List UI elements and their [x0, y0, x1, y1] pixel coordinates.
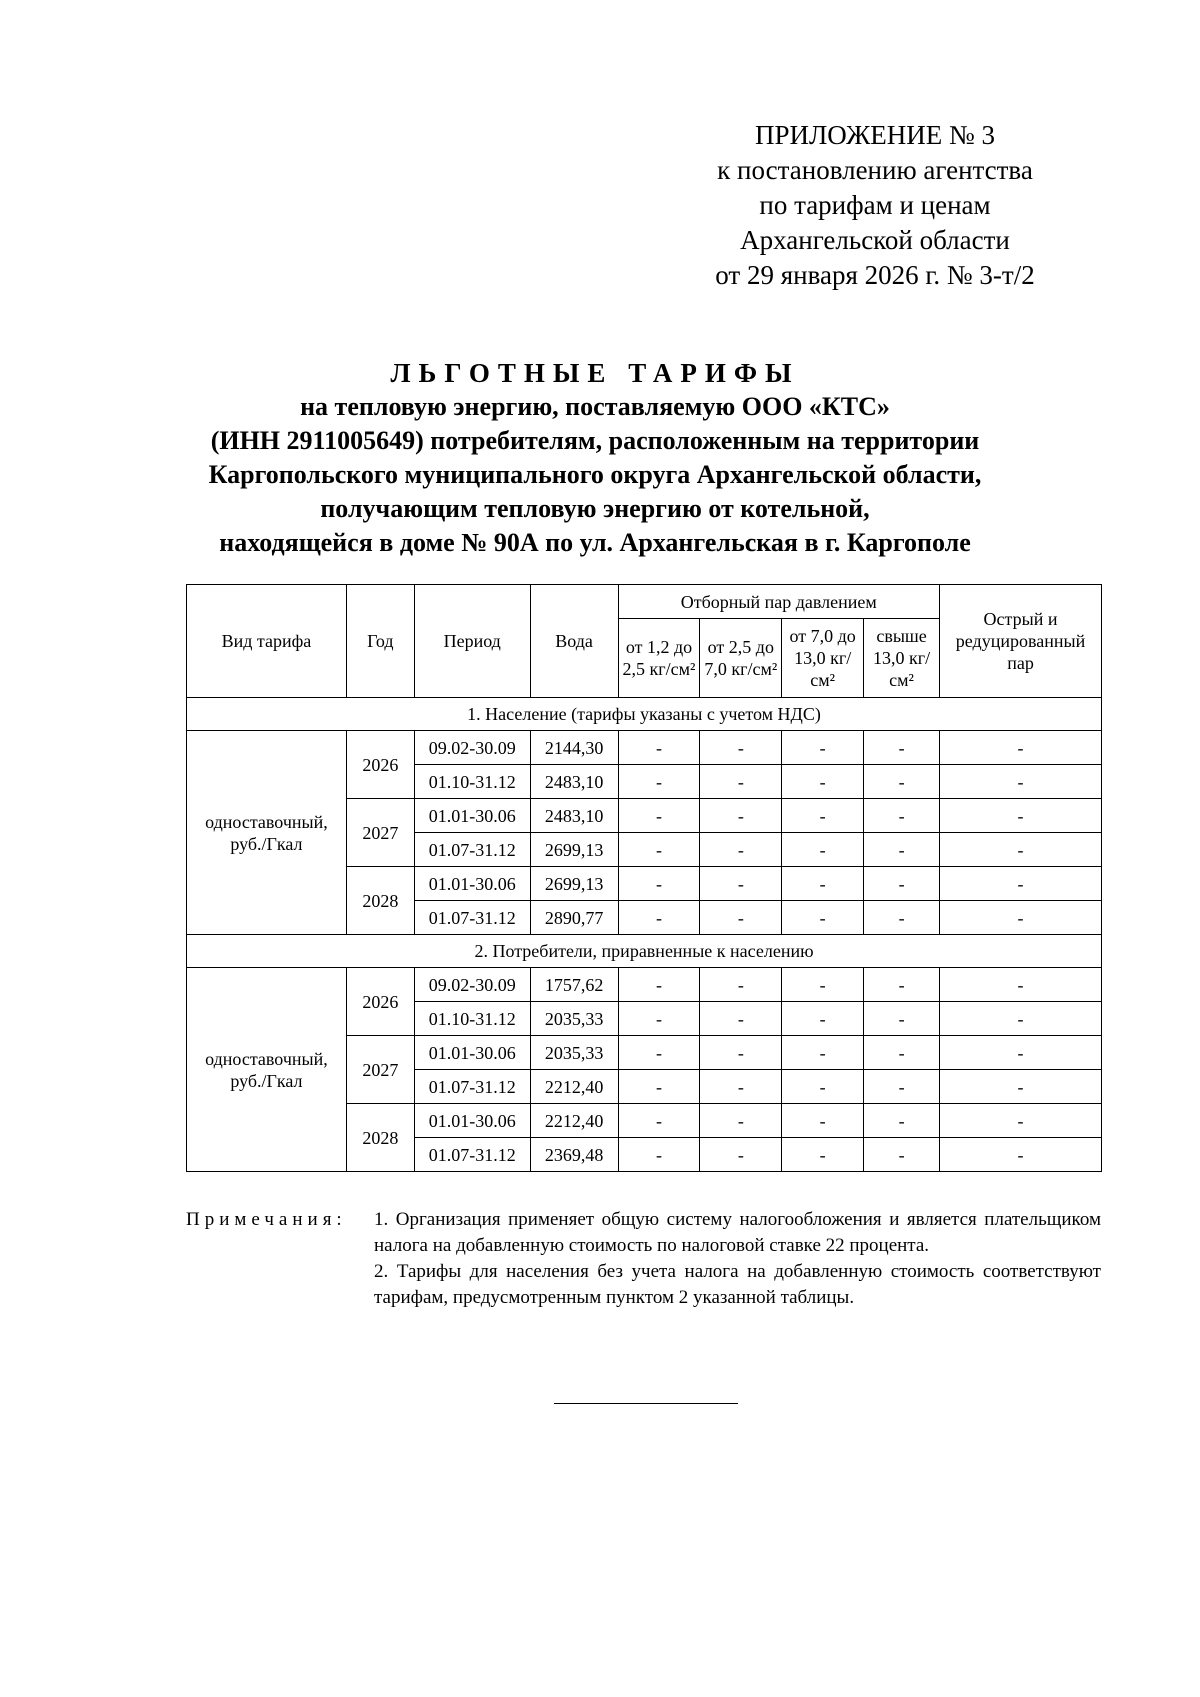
year-cell: 2027: [346, 1036, 414, 1104]
water-cell: 2699,13: [530, 833, 618, 867]
steam-4-cell: -: [864, 968, 940, 1002]
end-separator: [554, 1403, 738, 1404]
section-title: 2. Потребители, приравненные к населению: [187, 935, 1102, 968]
water-cell: 2890,77: [530, 901, 618, 935]
sharp-steam-cell: -: [940, 731, 1102, 765]
sharp-steam-cell: -: [940, 799, 1102, 833]
sharp-steam-cell: -: [940, 968, 1102, 1002]
steam-4-cell: -: [864, 1138, 940, 1172]
steam-3-cell: -: [782, 867, 864, 901]
period-cell: 01.01-30.06: [414, 1104, 530, 1138]
header-steam-1: от 1,2 до 2,5 кг/см²: [618, 619, 700, 698]
title-line: Каргопольского муниципального округа Архангельской области,: [208, 460, 982, 489]
section-row: [187, 698, 1102, 731]
sharp-steam-cell: -: [940, 901, 1102, 935]
tariff-table: [186, 584, 1102, 1172]
header-steam-3: от 7,0 до 13,0 кг/см²: [782, 619, 864, 698]
note-item: 2. Тарифы для населения без учета налога на добавленную стоимость соответствуют тарифам, предусмотренным пунктом 2 указанной таблицы.: [374, 1261, 1101, 1308]
steam-3-cell: -: [782, 1036, 864, 1070]
steam-1-cell: -: [618, 833, 700, 867]
period-cell: 01.01-30.06: [414, 1036, 530, 1070]
steam-3-cell: -: [782, 731, 864, 765]
section-row: [187, 935, 1102, 968]
water-cell: 2035,33: [530, 1036, 618, 1070]
table-row: [187, 968, 1102, 1002]
steam-2-cell: -: [700, 1002, 782, 1036]
appendix-line: Архангельской области: [740, 225, 1010, 255]
header-steam-group: Отборный пар давлением: [618, 585, 939, 619]
water-cell: 2212,40: [530, 1104, 618, 1138]
steam-1-cell: -: [618, 867, 700, 901]
steam-1-cell: -: [618, 901, 700, 935]
steam-4-cell: -: [864, 833, 940, 867]
table-row: [187, 731, 1102, 765]
water-cell: 2144,30: [530, 731, 618, 765]
steam-4-cell: -: [864, 1070, 940, 1104]
year-cell: 2026: [346, 731, 414, 799]
steam-2-cell: -: [700, 833, 782, 867]
header-steam-2: от 2,5 до 7,0 кг/см²: [700, 619, 782, 698]
section-title: 1. Население (тарифы указаны с учетом НДС): [187, 698, 1102, 731]
header-sharp-steam: Острый и редуцированный пар: [940, 585, 1102, 698]
steam-1-cell: -: [618, 799, 700, 833]
period-cell: 01.07-31.12: [414, 1138, 530, 1172]
appendix-date: от 29 января 2026 г. № 3-т/2: [715, 260, 1035, 290]
steam-2-cell: -: [700, 867, 782, 901]
steam-3-cell: -: [782, 1138, 864, 1172]
steam-1-cell: -: [618, 1138, 700, 1172]
steam-3-cell: -: [782, 968, 864, 1002]
water-cell: 2212,40: [530, 1070, 618, 1104]
document-title: [150, 356, 1040, 560]
period-cell: 01.10-31.12: [414, 1002, 530, 1036]
appendix-line: по тарифам и ценам: [759, 190, 991, 220]
header-water: Вода: [530, 585, 618, 698]
title-line: получающим тепловую энергию от котельной,: [320, 494, 870, 523]
steam-3-cell: -: [782, 765, 864, 799]
steam-3-cell: -: [782, 1002, 864, 1036]
title-line: находящейся в доме № 90А по ул. Архангельская в г. Каргополе: [219, 528, 971, 557]
tariff-type-cell: одноставочный, руб./Гкал: [187, 731, 347, 935]
period-cell: 01.01-30.06: [414, 867, 530, 901]
title-main: ЛЬГОТНЫЕ ТАРИФЫ: [390, 358, 800, 388]
steam-2-cell: -: [700, 731, 782, 765]
steam-4-cell: -: [864, 799, 940, 833]
steam-4-cell: -: [864, 867, 940, 901]
steam-1-cell: -: [618, 1104, 700, 1138]
steam-1-cell: -: [618, 1070, 700, 1104]
water-cell: 2699,13: [530, 867, 618, 901]
steam-1-cell: -: [618, 765, 700, 799]
steam-2-cell: -: [700, 1036, 782, 1070]
steam-4-cell: -: [864, 1104, 940, 1138]
sharp-steam-cell: -: [940, 765, 1102, 799]
sharp-steam-cell: -: [940, 1138, 1102, 1172]
period-cell: 01.01-30.06: [414, 799, 530, 833]
period-cell: 09.02-30.09: [414, 731, 530, 765]
sharp-steam-cell: -: [940, 1104, 1102, 1138]
header-tariff-type: Вид тарифа: [187, 585, 347, 698]
steam-4-cell: -: [864, 901, 940, 935]
header-year: Год: [346, 585, 414, 698]
sharp-steam-cell: -: [940, 1070, 1102, 1104]
sharp-steam-cell: -: [940, 833, 1102, 867]
notes-body: [374, 1207, 1101, 1311]
sharp-steam-cell: -: [940, 867, 1102, 901]
water-cell: 2483,10: [530, 799, 618, 833]
steam-4-cell: -: [864, 731, 940, 765]
steam-2-cell: -: [700, 1070, 782, 1104]
steam-4-cell: -: [864, 1036, 940, 1070]
note-item: 1. Организация применяет общую систему налогообложения и является плательщиком налога на добавленную стоимость по налоговой ставке 22 процента.: [374, 1209, 1101, 1256]
appendix-number: ПРИЛОЖЕНИЕ № 3: [754, 120, 996, 150]
steam-1-cell: -: [618, 1036, 700, 1070]
title-line: (ИНН 2911005649) потребителям, расположенным на территории: [210, 426, 980, 455]
header-period: Период: [414, 585, 530, 698]
steam-3-cell: -: [782, 1070, 864, 1104]
period-cell: 01.07-31.12: [414, 901, 530, 935]
water-cell: 2483,10: [530, 765, 618, 799]
year-cell: 2028: [346, 1104, 414, 1172]
water-cell: 2369,48: [530, 1138, 618, 1172]
steam-4-cell: -: [864, 765, 940, 799]
tariff-type-cell: одноставочный, руб./Гкал: [187, 968, 347, 1172]
steam-1-cell: -: [618, 1002, 700, 1036]
steam-3-cell: -: [782, 1104, 864, 1138]
year-cell: 2026: [346, 968, 414, 1036]
period-cell: 01.07-31.12: [414, 1070, 530, 1104]
title-line: на тепловую энергию, поставляемую ООО «КТС»: [300, 392, 890, 421]
steam-2-cell: -: [700, 968, 782, 1002]
appendix-line: к постановлению агентства: [717, 155, 1033, 185]
steam-3-cell: -: [782, 833, 864, 867]
sharp-steam-cell: -: [940, 1036, 1102, 1070]
water-cell: 1757,62: [530, 968, 618, 1002]
steam-1-cell: -: [618, 968, 700, 1002]
year-cell: 2028: [346, 867, 414, 935]
appendix-header: [690, 118, 1060, 293]
period-cell: 01.10-31.12: [414, 765, 530, 799]
period-cell: 01.07-31.12: [414, 833, 530, 867]
steam-3-cell: -: [782, 901, 864, 935]
steam-2-cell: -: [700, 1138, 782, 1172]
year-cell: 2027: [346, 799, 414, 867]
sharp-steam-cell: -: [940, 1002, 1102, 1036]
header-steam-4: свыше 13,0 кг/см²: [864, 619, 940, 698]
steam-2-cell: -: [700, 1104, 782, 1138]
period-cell: 09.02-30.09: [414, 968, 530, 1002]
steam-4-cell: -: [864, 1002, 940, 1036]
steam-2-cell: -: [700, 799, 782, 833]
notes-label: Примечания:: [186, 1209, 347, 1230]
water-cell: 2035,33: [530, 1002, 618, 1036]
steam-2-cell: -: [700, 901, 782, 935]
steam-2-cell: -: [700, 765, 782, 799]
steam-1-cell: -: [618, 731, 700, 765]
steam-3-cell: -: [782, 799, 864, 833]
